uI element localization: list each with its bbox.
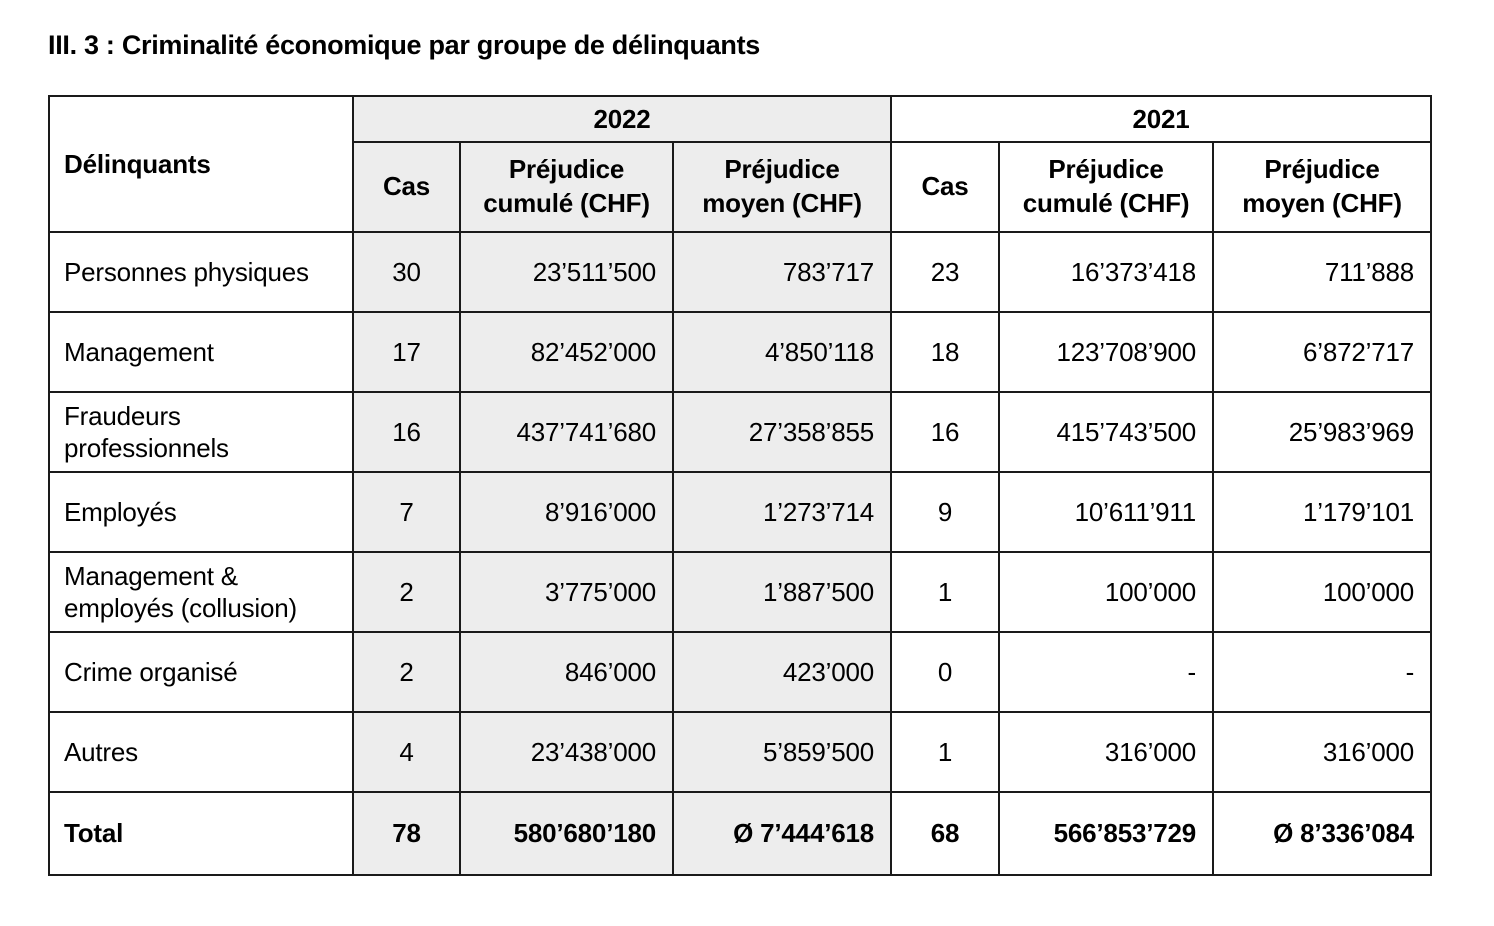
- year-header-2022: 2022: [353, 96, 891, 142]
- row-label: Personnes physiques: [49, 232, 353, 312]
- cell-cas-2022: 30: [353, 232, 460, 312]
- col-header-moyen-2022: Préjudice moyen (CHF): [673, 142, 891, 232]
- cell-cas-2021: 16: [891, 392, 999, 472]
- year-header-2021: 2021: [891, 96, 1431, 142]
- cell-cas-2021: 1: [891, 552, 999, 632]
- cell-cumule-2022: 82’452’000: [460, 312, 673, 392]
- col-header-cumule-2021: Préjudice cumulé (CHF): [999, 142, 1213, 232]
- row-label: Employés: [49, 472, 353, 552]
- cell-cumule-2022: 23’511’500: [460, 232, 673, 312]
- cell-cumule-2021: 10’611’911: [999, 472, 1213, 552]
- total-cumule-2021: 566’853’729: [999, 792, 1213, 875]
- table-title: III. 3 : Criminalité économique par groupe de délinquants: [48, 30, 761, 60]
- cell-cumule-2021: 316’000: [999, 712, 1213, 792]
- total-row-label: Total: [49, 792, 353, 875]
- cell-moyen-2022: 423’000: [673, 632, 891, 712]
- table-row: [49, 632, 1431, 712]
- table-row: [49, 232, 1431, 312]
- year-header-row: [49, 96, 1431, 142]
- row-label: Crime organisé: [49, 632, 353, 712]
- cell-cas-2022: 4: [353, 712, 460, 792]
- col-header-cumule-2022: Préjudice cumulé (CHF): [460, 142, 673, 232]
- cell-moyen-2022: 5’859’500: [673, 712, 891, 792]
- cell-moyen-2022: 1’887’500: [673, 552, 891, 632]
- col-header-moyen-2021: Préjudice moyen (CHF): [1213, 142, 1431, 232]
- cell-moyen-2021: 711’888: [1213, 232, 1431, 312]
- table-row: [49, 472, 1431, 552]
- total-moyen-2021: Ø 8’336’084: [1213, 792, 1431, 875]
- total-moyen-2022: Ø 7’444’618: [673, 792, 891, 875]
- col-header-cas-2022: Cas: [353, 142, 460, 232]
- row-label: Management & employés (collusion): [49, 552, 353, 632]
- cell-cas-2021: 9: [891, 472, 999, 552]
- col-header-delinquants: Délinquants: [49, 96, 353, 232]
- total-cas-2021: 68: [891, 792, 999, 875]
- total-row: [49, 792, 1431, 875]
- cell-cumule-2022: 23’438’000: [460, 712, 673, 792]
- cell-moyen-2022: 27’358’855: [673, 392, 891, 472]
- cell-moyen-2022: 783’717: [673, 232, 891, 312]
- cell-cumule-2022: 8’916’000: [460, 472, 673, 552]
- cell-cas-2022: 2: [353, 552, 460, 632]
- cell-cumule-2021: 415’743’500: [999, 392, 1213, 472]
- cell-cas-2021: 23: [891, 232, 999, 312]
- cell-cas-2022: 2: [353, 632, 460, 712]
- total-cumule-2022: 580’680’180: [460, 792, 673, 875]
- cell-cas-2021: 1: [891, 712, 999, 792]
- cell-cumule-2021: 123’708’900: [999, 312, 1213, 392]
- cell-moyen-2021: 25’983’969: [1213, 392, 1431, 472]
- cell-cas-2022: 7: [353, 472, 460, 552]
- table-row: [49, 552, 1431, 632]
- cell-cas-2022: 16: [353, 392, 460, 472]
- economic-crime-table: [48, 95, 1432, 876]
- row-label: Fraudeurs professionnels: [49, 392, 353, 472]
- cell-moyen-2021: 1’179’101: [1213, 472, 1431, 552]
- cell-cas-2022: 17: [353, 312, 460, 392]
- cell-moyen-2021: -: [1213, 632, 1431, 712]
- row-label: Autres: [49, 712, 353, 792]
- cell-moyen-2021: 6’872’717: [1213, 312, 1431, 392]
- cell-moyen-2022: 4’850’118: [673, 312, 891, 392]
- cell-cumule-2022: 846’000: [460, 632, 673, 712]
- cell-cas-2021: 0: [891, 632, 999, 712]
- table-row: [49, 392, 1431, 472]
- table-row: [49, 712, 1431, 792]
- cell-moyen-2021: 316’000: [1213, 712, 1431, 792]
- cell-cumule-2021: 100’000: [999, 552, 1213, 632]
- cell-moyen-2022: 1’273’714: [673, 472, 891, 552]
- cell-cas-2021: 18: [891, 312, 999, 392]
- total-cas-2022: 78: [353, 792, 460, 875]
- col-header-cas-2021: Cas: [891, 142, 999, 232]
- cell-cumule-2022: 437’741’680: [460, 392, 673, 472]
- row-label: Management: [49, 312, 353, 392]
- table-row: [49, 312, 1431, 392]
- cell-cumule-2022: 3’775’000: [460, 552, 673, 632]
- cell-cumule-2021: 16’373’418: [999, 232, 1213, 312]
- cell-moyen-2021: 100’000: [1213, 552, 1431, 632]
- cell-cumule-2021: -: [999, 632, 1213, 712]
